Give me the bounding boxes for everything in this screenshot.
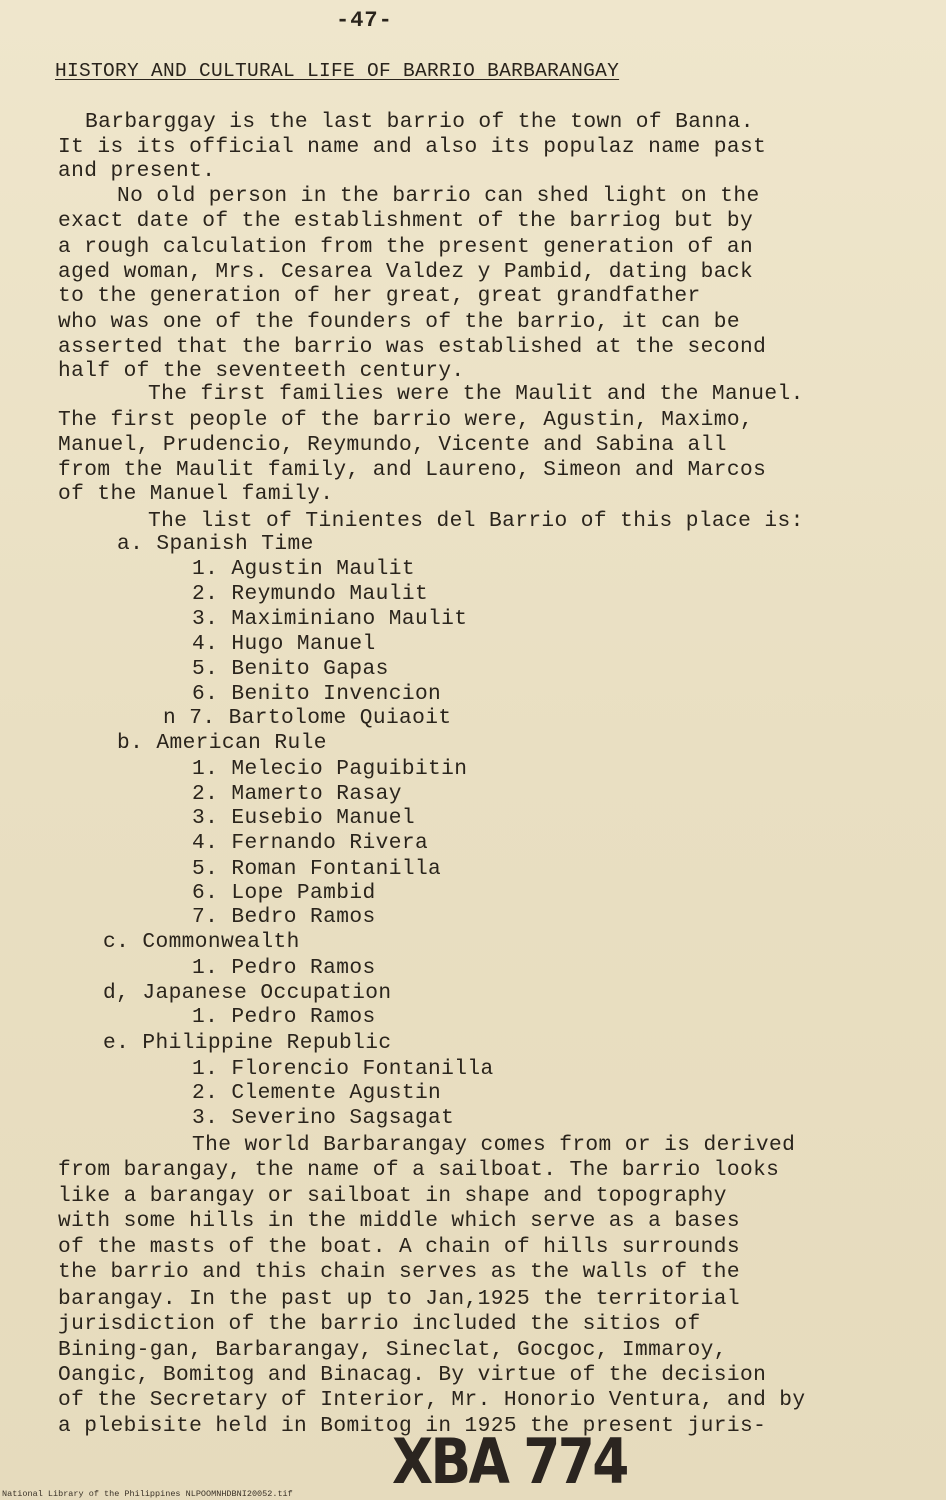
list-item: 6. Lope Pambid <box>192 881 376 905</box>
list-item: 2. Reymundo Maulit <box>192 582 429 606</box>
text-line: The first families were the Maulit and the Manuel. <box>148 382 804 406</box>
text-line: who was one of the founders of the barrio, it can be <box>58 310 740 334</box>
list-item: n 7. Bartolome Quiaoit <box>163 706 452 730</box>
text-line: from the Maulit family, and Laureno, Simeon and Marcos <box>58 458 767 482</box>
page-title: HISTORY AND CULTURAL LIFE OF BARRIO BARBARANGAY <box>55 60 620 82</box>
list-section-heading: c. Commonwealth <box>103 930 300 954</box>
text-line: of the masts of the boat. A chain of hills surrounds <box>58 1235 740 1259</box>
list-item: 6. Benito Invencion <box>192 682 442 706</box>
list-item: 3. Eusebio Manuel <box>192 806 415 830</box>
text-line: to the generation of her great, great grandfather <box>58 284 701 308</box>
list-item: 4. Hugo Manuel <box>192 632 376 656</box>
list-section-heading: b. American Rule <box>117 731 327 755</box>
list-item: 7. Bedro Ramos <box>192 905 376 929</box>
list-item: 1. Pedro Ramos <box>192 956 376 980</box>
text-line: Oangic, Bomitog and Binacag. By virtue of the decision <box>58 1363 767 1387</box>
handwritten-stamp: XBA 774 <box>392 1425 627 1498</box>
text-line: and present. <box>58 159 216 183</box>
text-line: of the Secretary of Interior, Mr. Honorio Ventura, and by <box>58 1388 806 1412</box>
list-item: 3. Severino Sagsagat <box>192 1106 455 1130</box>
list-item: 1. Agustin Maulit <box>192 557 415 581</box>
text-line: aged woman, Mrs. Cesarea Valdez y Pambid, dating back <box>58 260 754 284</box>
list-item: 3. Maximiniano Maulit <box>192 607 468 631</box>
text-line: Manuel, Prudencio, Reymundo, Vicente and Sabina all <box>58 433 727 457</box>
text-line: exact date of the establishment of the barriog but by <box>58 209 754 233</box>
text-line: The list of Tinientes del Barrio of this place is: <box>148 509 804 533</box>
page-number: -47- <box>336 8 393 33</box>
text-line: of the Manuel family. <box>58 482 334 506</box>
list-item: 1. Florencio Fontanilla <box>192 1057 494 1081</box>
text-line: a plebisite held in Bomitog in 1925 the present juris- <box>58 1414 767 1438</box>
list-item: 2. Mamerto Rasay <box>192 782 402 806</box>
text-line: like a barangay or sailboat in shape and topography <box>58 1184 727 1208</box>
list-section-heading: d, Japanese Occupation <box>103 981 392 1005</box>
list-item: 5. Benito Gapas <box>192 657 389 681</box>
list-section-heading: e. Philippine Republic <box>103 1031 392 1055</box>
list-item: 4. Fernando Rivera <box>192 831 429 855</box>
footer-caption: National Library of the Philippines NLPOOMNHDBNI20052.tif <box>2 1489 293 1499</box>
text-line: Bining-gan, Barbarangay, Sineclat, Gocgoc, Immaroy, <box>58 1338 727 1362</box>
text-line: the barrio and this chain serves as the walls of the <box>58 1260 740 1284</box>
list-section-heading: a. Spanish Time <box>117 532 314 556</box>
text-line: from barangay, the name of a sailboat. The barrio looks <box>58 1158 780 1182</box>
list-item: 1. Melecio Paguibitin <box>192 757 468 781</box>
text-line: a rough calculation from the present generation of an <box>58 235 754 259</box>
text-line: with some hills in the middle which serve as a bases <box>58 1209 740 1233</box>
list-item: 1. Pedro Ramos <box>192 1005 376 1029</box>
text-line: asserted that the barrio was established at the second <box>58 335 767 359</box>
list-item: 2. Clemente Agustin <box>192 1081 442 1105</box>
text-line: barangay. In the past up to Jan,1925 the territorial <box>58 1287 740 1311</box>
text-line: half of the seventeeth century. <box>58 359 465 383</box>
text-line: It is its official name and also its populaz name past <box>58 135 767 159</box>
text-line: No old person in the barrio can shed light on the <box>117 184 760 208</box>
text-line: The first people of the barrio were, Agustin, Maximo, <box>58 408 754 432</box>
text-line: Barbarggay is the last barrio of the town of Banna. <box>85 110 754 134</box>
text-line: jurisdiction of the barrio included the sitios of <box>58 1312 701 1336</box>
text-line: The world Barbarangay comes from or is derived <box>192 1133 796 1157</box>
list-item: 5. Roman Fontanilla <box>192 857 442 881</box>
